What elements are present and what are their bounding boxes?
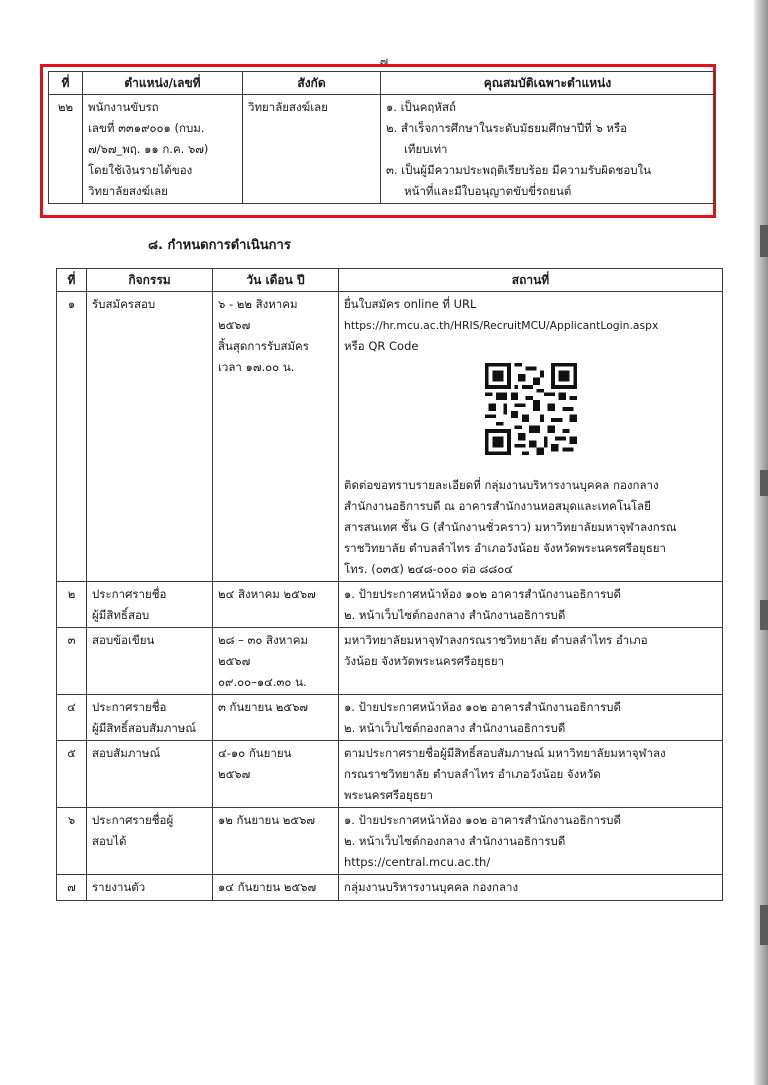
header-date: วัน เดือน ปี xyxy=(213,269,339,292)
header-position: ตำแหน่ง/เลขที่ xyxy=(83,72,243,95)
cell-place xyxy=(339,695,723,741)
header-qualification: คุณสมบัติเฉพาะตำแหน่ง xyxy=(381,72,715,95)
cell-activity xyxy=(87,628,213,695)
schedule-table xyxy=(56,268,723,901)
place-line: ๑. ป้ายประกาศหน้าห้อง ๑๐๒ อาคารสำนักงานอธิการบดี xyxy=(344,587,621,601)
cell-no: ๔ xyxy=(57,695,87,741)
cell-activity xyxy=(87,808,213,875)
header-affiliation: สังกัด xyxy=(243,72,381,95)
cell-no: ๗ xyxy=(57,875,87,901)
qr-code-wrapper xyxy=(344,357,717,475)
cell-date xyxy=(213,695,339,741)
place-line: ยื่นใบสมัคร online ที่ URL xyxy=(344,297,477,311)
cell-activity xyxy=(87,875,213,901)
date-line: ๑๒ กันยายน ๒๕๖๗ xyxy=(218,813,316,827)
place-line: ราชวิทยาลัย ตำบลลำไทร อำเภอวังน้อย จังหวัดพระนครศรีอยุธยา xyxy=(344,541,666,555)
position-line: เลขที่ ๓๓๑๙๐๐๑ (กบม. xyxy=(88,121,205,135)
cell-activity xyxy=(87,741,213,808)
table-row xyxy=(57,808,723,875)
activity-line: รายงานตัว xyxy=(92,880,146,894)
place-line: ๒. หน้าเว็บไซต์กองกลาง สำนักงานอธิการบดี xyxy=(344,834,566,848)
activity-line: สอบสัมภาษณ์ xyxy=(92,746,161,760)
position-line: โดยใช้เงินรายได้ของ xyxy=(88,163,193,177)
position-line: วิทยาลัยสงฆ์เลย xyxy=(88,184,168,198)
place-line: ๒. หน้าเว็บไซต์กองกลาง สำนักงานอธิการบดี xyxy=(344,608,566,622)
table-row xyxy=(57,741,723,808)
place-line: หรือ QR Code xyxy=(344,339,419,353)
cell-date xyxy=(213,292,339,582)
date-line: ๔-๑๐ กันยายน xyxy=(218,746,292,760)
activity-line: ประกาศรายชื่อ xyxy=(92,587,167,601)
date-line: ๒๔ สิงหาคม ๒๕๖๗ xyxy=(218,587,316,601)
date-line: ๐๙.๐๐–๑๔.๓๐ น. xyxy=(218,675,307,689)
cell-qualification xyxy=(381,95,715,204)
qualification-line: เทียบเท่า xyxy=(404,142,448,156)
date-line: ๒๘ – ๓๐ สิงหาคม xyxy=(218,633,308,647)
cell-no: ๒ xyxy=(57,582,87,628)
cell-no: ๖ xyxy=(57,808,87,875)
cell-place xyxy=(339,875,723,901)
cell-place xyxy=(339,582,723,628)
qr-code-icon[interactable] xyxy=(485,363,577,455)
cell-date xyxy=(213,741,339,808)
qualification-line: ๒. สำเร็จการศึกษาในระดับมัธยมศึกษาปีที่ ๖ หรือ xyxy=(386,121,628,135)
header-place: สถานที่ xyxy=(339,269,723,292)
activity-line: ประกาศรายชื่อ xyxy=(92,700,167,714)
activity-line: ผู้มีสิทธิ์สอบสัมภาษณ์ xyxy=(92,721,197,735)
activity-line: ประกาศรายชื่อผู้ xyxy=(92,813,174,827)
table-row xyxy=(57,582,723,628)
qualification-line: หน้าที่และมีใบอนุญาตขับขี่รถยนต์ xyxy=(404,184,572,198)
cell-date xyxy=(213,628,339,695)
activity-line: สอบได้ xyxy=(92,834,127,848)
position-line: พนักงานขับรถ xyxy=(88,100,159,114)
page-number: ๗ xyxy=(379,55,389,68)
date-line: ๖ - ๒๒ สิงหาคม xyxy=(218,297,298,311)
cell-place xyxy=(339,741,723,808)
place-line: สารสนเทศ ชั้น G (สำนักงานชั่วคราว) มหาวิทยาลัยมหาจุฬาลงกรณ xyxy=(344,520,677,534)
place-line: วังน้อย จังหวัดพระนครศรีอยุธยา xyxy=(344,654,505,668)
application-url-link[interactable]: https://hr.mcu.ac.th/HRIS/RecruitMCU/ApplicantLogin.aspx xyxy=(344,319,659,332)
cell-no: ๑ xyxy=(57,292,87,582)
central-website-link[interactable]: https://central.mcu.ac.th/ xyxy=(344,855,491,869)
date-line: เวลา ๑๗.๐๐ น. xyxy=(218,360,295,374)
cell-place xyxy=(339,628,723,695)
table-row xyxy=(49,95,715,204)
cell-position xyxy=(83,95,243,204)
table-row xyxy=(57,695,723,741)
place-line: สำนักงานอธิการบดี ณ อาคารสำนักงานหอสมุดและเทคโนโลยี xyxy=(344,499,651,513)
header-no: ที่ xyxy=(57,269,87,292)
cell-date xyxy=(213,582,339,628)
position-table xyxy=(48,71,715,204)
place-line: ตามประกาศรายชื่อผู้มีสิทธิ์สอบสัมภาษณ์ มหาวิทยาลัยมหาจุฬาลง xyxy=(344,746,666,760)
activity-line: ผู้มีสิทธิ์สอบ xyxy=(92,608,150,622)
cell-activity xyxy=(87,292,213,582)
place-line: มหาวิทยาลัยมหาจุฬาลงกรณราชวิทยาลัย ตำบลลำไทร อำเภอ xyxy=(344,633,648,647)
place-line: ๑. ป้ายประกาศหน้าห้อง ๑๐๒ อาคารสำนักงานอธิการบดี xyxy=(344,813,621,827)
cell-date xyxy=(213,875,339,901)
date-line: ๓ กันยายน ๒๕๖๗ xyxy=(218,700,309,714)
qualification-line: ๓. เป็นผู้มีความประพฤติเรียบร้อย มีความรับผิดชอบใน xyxy=(386,163,651,177)
position-line: ๗/๖๗_พฤ. ๑๑ ก.ค. ๖๗) xyxy=(88,142,209,156)
page-edge-shadow xyxy=(754,0,768,1085)
cell-no: ๕ xyxy=(57,741,87,808)
place-line: ติดต่อขอทราบรายละเอียดที่ กลุ่มงานบริหารงานบุคคล กองกลาง xyxy=(344,478,659,492)
header-activity: กิจกรรม xyxy=(87,269,213,292)
date-line: ๒๕๖๗ xyxy=(218,767,251,781)
date-line: ๑๔ กันยายน ๒๕๖๗ xyxy=(218,880,317,894)
place-line: ๑. ป้ายประกาศหน้าห้อง ๑๐๒ อาคารสำนักงานอธิการบดี xyxy=(344,700,621,714)
place-line: กรณราชวิทยาลัย ตำบลลำไทร อำเภอวังน้อย จังหวัด xyxy=(344,767,601,781)
place-line: กลุ่มงานบริหารงานบุคคล กองกลาง xyxy=(344,880,519,894)
cell-activity xyxy=(87,695,213,741)
cell-no: ๒๒ xyxy=(49,95,83,204)
cell-no: ๓ xyxy=(57,628,87,695)
qualification-line: ๑. เป็นคฤหัสถ์ xyxy=(386,100,456,114)
cell-activity xyxy=(87,582,213,628)
header-no: ที่ xyxy=(49,72,83,95)
date-line: ๒๕๖๗ xyxy=(218,318,251,332)
place-line: โทร. (๐๓๕) ๒๔๘-๐๐๐ ต่อ ๘๘๐๔ xyxy=(344,562,513,576)
activity-line: รับสมัครสอบ xyxy=(92,297,156,311)
table-row xyxy=(57,875,723,901)
cell-place xyxy=(339,808,723,875)
section-title: ๘. กำหนดการดำเนินการ xyxy=(148,238,291,253)
cell-date xyxy=(213,808,339,875)
cell-affiliation: วิทยาลัยสงฆ์เลย xyxy=(243,95,381,204)
cell-place xyxy=(339,292,723,582)
activity-line: สอบข้อเขียน xyxy=(92,633,155,647)
position-table-header xyxy=(49,72,715,95)
date-line: ๒๕๖๗ xyxy=(218,654,251,668)
schedule-table-header xyxy=(57,269,723,292)
place-line: พระนครศรีอยุธยา xyxy=(344,788,434,802)
table-row xyxy=(57,628,723,695)
table-row xyxy=(57,292,723,582)
date-line: สิ้นสุดการรับสมัคร xyxy=(218,339,309,353)
place-line: ๒. หน้าเว็บไซต์กองกลาง สำนักงานอธิการบดี xyxy=(344,721,566,735)
